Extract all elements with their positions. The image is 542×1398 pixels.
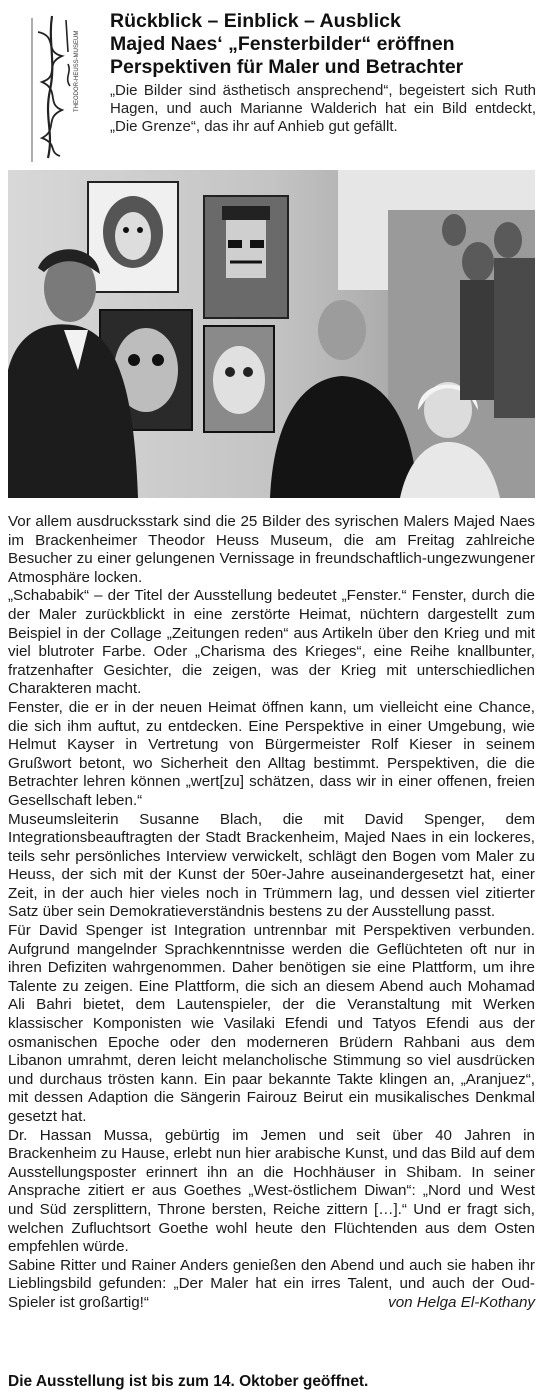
lead-paragraph: „Die Bilder sind ästhetisch ansprechend“, begeistert sich Ruth Hagen, und auch Marianne Walderich hat ein Bild entdeckt, „Die Grenze“, das ihr auf Anhieb gut gefällt. <box>110 82 536 135</box>
article-paragraph-2: „Schababik“ – der Titel der Ausstellung bedeutet „Fenster.“ Fenster, durch die der Maler zurückblickt in eine zerstörte Heimat, nüchtern dargestellt zum Beispiel in der Collage „Zeitungen reden“ aus Artikeln über den Krieg und mit viel blutroter Farbe. Oder „Charisma des Krieges“, eine Reihe knallbunter, fratzenhafter Gesichter, die zeigen, was der Krieg mit unterschiedlichen Charakteren macht. <box>8 587 535 698</box>
headline-line-3: Perspektiven für Maler und Betrachter <box>110 56 464 78</box>
article-paragraph-5: Für David Spenger ist Integration untrennbar mit Perspektiven verbunden. Aufgrund mangelnder Sprachkenntnisse werden die Geflüchteten oft nur in ihren Defiziten wahrgenommen. Daher benötigen sie eine Plattform, um ihre Talente zu zeigen. Eine Plattform, die sich an diesem Abend auch Mohamad Ali Bahri bietet, dem Lautenspieler, der die Veranstaltung mit Werken klassischer Komponisten wie Vasilaki Efendi und Tatyos Efendi aus der osmanischen Epoche oder den moderneren Brüdern Rahbani aus dem Libanon umrahmt, deren leicht melancholische Stimmung so viel ausdrücken und durchaus trösten kann. Ein paar bekannte Takte klingen an, „Aranjuez“, mit dessen Adaption die Sängerin Fairouz Beirut ein musikalisches Denkmal gesetzt hat. <box>8 922 535 1125</box>
article-body <box>8 513 535 1313</box>
article-paragraph-7 <box>8 1257 535 1313</box>
article-paragraph-3: Fenster, die er in der neuen Heimat öffnen kann, um vielleicht eine Chance, die sich ihm auftut, zu entdecken. Eine Perspektive in einer Umgebung, wie Helmut Kayser in Vertretung von Bürgermeister Rolf Kieser in seinem Grußwort betont, wo Sicherheit den Alltag bestimmt. Perspektiven, die die Betrachter lehren können „wert[zu] schätzen, dass wir in einer offenen, freien Gesellschaft leben.“ <box>8 698 535 809</box>
author-byline: von Helga El-Kothany <box>388 1293 535 1311</box>
article-paragraph-1: Vor allem ausdrucksstark sind die 25 Bilder des syrischen Malers Majed Naes im Brackenheimer Theodor Heuss Museum, die am Freitag zahlreiche Besucher zu einer gelungenen Vernissage in freundschaftlich-ungezwungener Atmosphäre locken. <box>8 513 535 586</box>
headline-line-2: Majed Naes‘ „Fensterbilder“ eröffnen <box>110 33 455 55</box>
painting-woman <box>88 182 178 292</box>
museum-logo <box>8 12 96 162</box>
exhibition-dates-note: Die Ausstellung ist bis zum 14. Oktober geöffnet. <box>8 1373 369 1390</box>
article-paragraph-6: Dr. Hassan Mussa, gebürtig im Jemen und seit über 40 Jahren in Brackenheim zu Hause, erlebt nun hier arabische Kunst, und das Bild auf dem Ausstellungsposter erinnert ihn an die Hochhäuser in Shibam. In seiner Ansprache zitiert er aus Goethes „West-östlichem Diwan“: „Nord und West und Süd zersplittern, Throne bersten, Reiche zittern […].“ Und er fragt sich, welchen Zufluchtsort Goethe wohl heute den Flüchtenden aus dem Osten empfehlen würde. <box>8 1126 535 1256</box>
closing-quote: Sabine Ritter und Rainer Anders genießen den Abend und auch sie haben ihr Lieblingsbild gefunden: „Der Maler hat ein irres Talent, und auch der Oud-Spieler ist großartig!“ <box>8 1256 535 1311</box>
photo-icon <box>8 170 535 498</box>
svg-text:THEODOR-HEUSS-MUSEUM: THEODOR-HEUSS-MUSEUM <box>74 30 80 112</box>
article-paragraph-4: Museumsleiterin Susanne Blach, die mit David Spenger, dem Integrationsbeauftragten der Stadt Brackenheim, Majed Naes in ein lockeres, teils sehr persönliches Interview verwickelt, schlägt den Bogen vom Maler zu Heuss, der sich mit der Kunst der 50er-Jahre auseinandergesetzt hat, einer Zeit, in der auch hier vieles noch in Trümmern lag, und dessen viel zitierter Satz über sein Demokratieverständnis bestens zu der Ausstellung passt. <box>8 810 535 921</box>
painting-man-hat <box>204 196 288 318</box>
painting-face-right <box>204 326 274 432</box>
headline-line-1: Rückblick – Einblick – Ausblick <box>110 10 401 32</box>
headline <box>110 10 535 79</box>
signature-logo-icon <box>8 12 96 162</box>
exhibition-photo <box>8 170 535 498</box>
